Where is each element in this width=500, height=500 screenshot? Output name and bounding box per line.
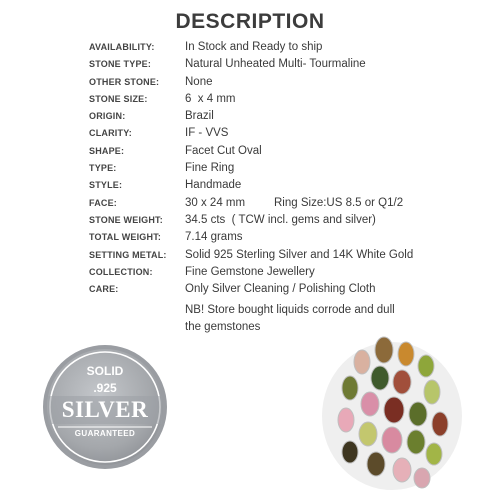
spec-label: STONE WEIGHT: — [89, 214, 163, 225]
spec-label: SETTING METAL: — [89, 249, 167, 260]
spec-row-type — [0, 160, 500, 177]
spec-value: 6 x 4 mm — [185, 92, 236, 105]
spec-value: 7.14 grams — [185, 231, 243, 244]
spec-table — [0, 39, 500, 298]
spec-value: Facet Cut Oval — [185, 144, 262, 157]
spec-value: Brazil — [185, 110, 214, 123]
spec-value: 30 x 24 mm — [185, 196, 246, 209]
tourmaline-ring-icon — [310, 332, 470, 492]
spec-value: None — [185, 75, 213, 88]
care-note-line: the gemstones — [185, 321, 261, 333]
spec-label: AVAILABILITY: — [89, 42, 155, 52]
spec-label: TYPE: — [89, 163, 117, 174]
spec-label: STONE SIZE: — [89, 93, 148, 104]
spec-row-setting-metal — [0, 247, 500, 264]
spec-value: Handmade — [185, 179, 242, 192]
spec-label: TOTAL WEIGHT: — [89, 232, 162, 243]
spec-row-other-stone — [0, 74, 500, 91]
spec-row-origin — [0, 108, 500, 125]
care-note — [185, 302, 395, 336]
spec-value: Fine Gemstone Jewellery — [185, 265, 315, 278]
spec-row-collection — [0, 264, 500, 281]
spec-row-face — [0, 195, 500, 212]
spec-row-stone-size — [0, 91, 500, 108]
spec-label: STONE TYPE: — [89, 59, 152, 70]
spec-label: FACE: — [89, 197, 117, 208]
spec-value: 34.5 cts ( TCW incl. gems and silver) — [185, 213, 376, 226]
spec-label: OTHER STONE: — [89, 76, 160, 87]
spec-label: CARE: — [89, 284, 119, 295]
spec-label: ORIGIN: — [89, 111, 126, 122]
spec-row-clarity — [0, 125, 500, 142]
spec-label: COLLECTION: — [89, 266, 153, 277]
badge-925-text: .925 — [93, 381, 117, 395]
spec-value: Fine Ring — [185, 162, 235, 175]
spec-value: Only Silver Cleaning / Polishing Cloth — [185, 283, 376, 296]
spec-value: In Stock and Ready to ship — [185, 41, 323, 53]
badge-solid-text: SOLID — [86, 364, 124, 378]
spec-label: SHAPE: — [89, 145, 125, 156]
badge-guaranteed-text: GUARANTEED — [74, 429, 136, 438]
spec-value: IF - VVS — [185, 127, 229, 140]
spec-row-style — [0, 177, 500, 194]
spec-row-stone-weight — [0, 212, 500, 229]
spec-row-shape — [0, 143, 500, 160]
spec-value: Solid 925 Sterling Silver and 14K White Gold — [185, 248, 414, 261]
spec-row-stone-type — [0, 56, 500, 73]
spec-label: CLARITY: — [89, 128, 132, 139]
spec-label: STYLE: — [89, 180, 123, 191]
ring-size-value: Ring Size:US 8.5 or Q1/2 — [274, 196, 404, 209]
badge-silver-text: SILVER — [61, 397, 149, 422]
care-note-line: NB! Store bought liquids corrode and dull — [185, 304, 395, 316]
page-title: DESCRIPTION — [175, 10, 325, 33]
spec-row-total-weight — [0, 229, 500, 246]
spec-row-availability — [0, 39, 500, 56]
spec-value: Natural Unheated Multi- Tourmaline — [185, 58, 366, 71]
spec-row-care — [0, 281, 500, 298]
